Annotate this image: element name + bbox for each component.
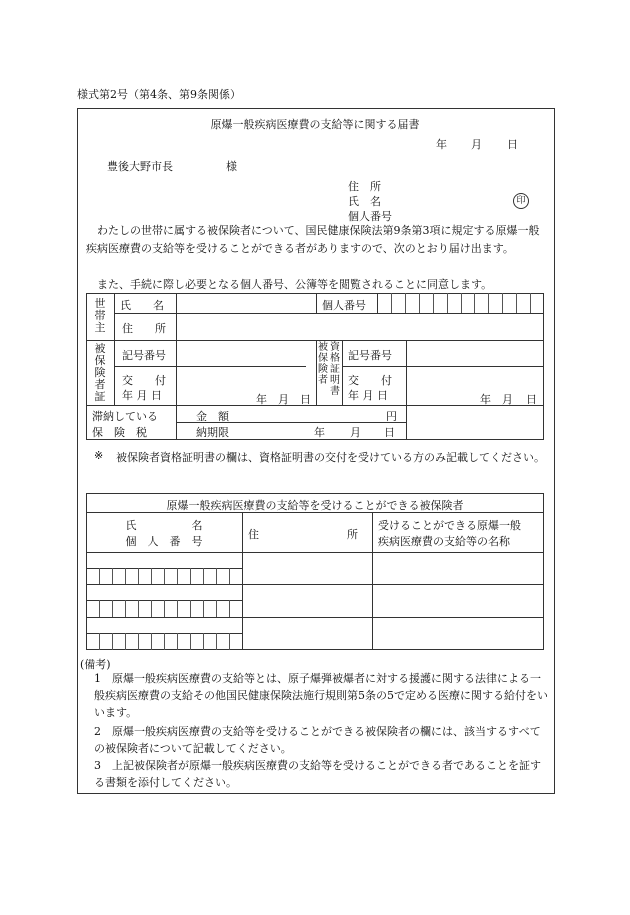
digit-box[interactable] (516, 293, 517, 313)
digit-box[interactable] (216, 568, 217, 584)
digit-box[interactable] (99, 600, 100, 617)
consent-paragraph: また、手続に際し必要となる個人番号、公簿等を閲覧されることに同意します。 (97, 278, 493, 291)
form-title: 原爆一般疾病医療費の支給等に関する届書 (210, 118, 420, 131)
digit-box[interactable] (216, 600, 217, 617)
digit-box[interactable] (125, 568, 126, 584)
digit-box[interactable] (203, 633, 204, 650)
digit-box[interactable] (99, 633, 100, 650)
digit-box[interactable] (447, 293, 448, 313)
digit-box[interactable] (229, 568, 230, 584)
date-month-label: 月 (471, 138, 482, 151)
col-address: 住 所 (248, 528, 358, 541)
insured-mynumber-boxes-2[interactable] (86, 600, 242, 617)
issue-year-label: 年 (256, 393, 267, 406)
insured-card-label: 被保険者証 (94, 342, 106, 403)
digit-box[interactable] (461, 293, 462, 313)
digit-box[interactable] (138, 600, 139, 617)
applicant-name-label: 氏 名 (348, 195, 381, 208)
issue-date-label-2: 年 月 日 (122, 389, 162, 402)
col-benefit-line2: 疾病医療費の支給等の名称 (378, 535, 510, 548)
digit-box[interactable] (164, 633, 165, 650)
body-paragraph: わたしの世帯に属する被保険者について、国民健康保険法第9条第3項に規定する原爆一般疾病医療費の支給等を受けることができる者がありますので、次のとおり届け出ます。 (86, 224, 540, 255)
col-name-line1: 氏 名 (125, 519, 203, 532)
digit-box[interactable] (203, 568, 204, 584)
deadline-month-label: 月 (350, 426, 361, 439)
digit-box[interactable] (125, 600, 126, 617)
insured-mynumber-boxes-1[interactable] (86, 568, 242, 584)
applicant-address-label: 住 所 (348, 180, 381, 193)
date-year-label: 年 (436, 138, 447, 151)
remarks-title: (備考) (80, 658, 111, 671)
record-no-label: 記号番号 (122, 349, 166, 362)
digit-box[interactable] (229, 600, 230, 617)
digit-box[interactable] (164, 568, 165, 584)
date-day-label: 日 (507, 138, 518, 151)
digit-box[interactable] (203, 600, 204, 617)
householder-address-label: 住 所 (122, 322, 166, 335)
digit-box[interactable] (502, 293, 503, 313)
qualification-label-a: 被保険者 (318, 342, 328, 386)
issue-day-label: 日 (300, 393, 311, 406)
digit-box[interactable] (164, 600, 165, 617)
form-number: 様式第2号（第4条、第9条関係） (77, 88, 241, 101)
issue2-day-label: 日 (526, 393, 537, 406)
digit-box[interactable] (419, 293, 420, 313)
digit-box[interactable] (112, 600, 113, 617)
digit-box[interactable] (112, 568, 113, 584)
digit-box[interactable] (112, 633, 113, 650)
applicant-mynumber-label: 個人番号 (348, 210, 392, 223)
digit-box[interactable] (190, 600, 191, 617)
issue2-year-label: 年 (480, 393, 491, 406)
insured-table-header: 原爆一般疾病医療費の支給等を受けることができる被保険者 (166, 499, 464, 512)
digit-box[interactable] (138, 633, 139, 650)
issue2-date-label-1: 交 付 (348, 374, 392, 387)
record-no-label-2: 記号番号 (348, 349, 392, 362)
deadline-year-label: 年 (314, 426, 325, 439)
yen-label: 円 (386, 410, 397, 423)
digit-box[interactable] (151, 600, 152, 617)
issue2-month-label: 月 (502, 393, 513, 406)
amount-label: 金 額 (196, 410, 229, 423)
deadline-day-label: 日 (384, 426, 395, 439)
digit-box[interactable] (151, 568, 152, 584)
deadline-label: 納期限 (196, 426, 229, 439)
digit-box[interactable] (177, 633, 178, 650)
note-mark: ※ (94, 449, 104, 462)
remark-item: 2 原爆一般疾病医療費の支給等を受けることができる被保険者の欄には、該当するすべての被保険者について記載してください。 (94, 725, 541, 755)
digit-box[interactable] (177, 600, 178, 617)
digit-box[interactable] (190, 633, 191, 650)
issue2-date-label-2: 年 月 日 (348, 389, 388, 402)
householder-mynumber-boxes[interactable] (377, 293, 544, 313)
digit-box[interactable] (530, 293, 531, 313)
digit-box[interactable] (138, 568, 139, 584)
insured-mynumber-boxes-3[interactable] (86, 633, 242, 650)
issue-date-label-1: 交 付 (122, 374, 166, 387)
householder-name-label: 氏 名 (120, 299, 164, 312)
digit-box[interactable] (151, 633, 152, 650)
issue-month-label: 月 (278, 393, 289, 406)
digit-box[interactable] (190, 568, 191, 584)
col-benefit-line1: 受けることができる原爆一般 (378, 519, 521, 532)
seal-mark-icon: 印 (513, 193, 529, 209)
digit-box[interactable] (391, 293, 392, 313)
arrears-label-1: 滞納している (92, 410, 158, 423)
addressee-suffix: 様 (226, 160, 237, 173)
digit-box[interactable] (474, 293, 475, 313)
digit-box[interactable] (177, 568, 178, 584)
remark-item: 1 原爆一般疾病医療費の支給等とは、原子爆弾被爆者に対する援護に関する法律による一般疾病医療費の支給その他国民健康保険法施行規則第5条の5で定める医療に関する給付をいいます。 (94, 672, 548, 719)
digit-box[interactable] (216, 633, 217, 650)
arrears-label-2: 保 険 税 (92, 426, 147, 439)
digit-box[interactable] (488, 293, 489, 313)
col-name-line2: 個 人 番 号 (125, 535, 203, 548)
digit-box[interactable] (229, 633, 230, 650)
digit-box[interactable] (125, 633, 126, 650)
digit-box[interactable] (99, 568, 100, 584)
householder-mynumber-label: 個人番号 (322, 299, 366, 312)
digit-box[interactable] (433, 293, 434, 313)
note-text: 被保険者資格証明書の欄は、資格証明書の交付を受けている方のみ記載してください。 (116, 451, 545, 464)
remark-item: 3 上記被保険者が原爆一般疾病医療費の支給等を受けることができる者であることを証する書類を添付してください。 (94, 759, 541, 789)
householder-label: 世帯主 (94, 297, 106, 334)
addressee: 豊後大野市長 (107, 160, 173, 173)
digit-box[interactable] (405, 293, 406, 313)
qualification-label-b: 資格証明書 (330, 342, 340, 397)
